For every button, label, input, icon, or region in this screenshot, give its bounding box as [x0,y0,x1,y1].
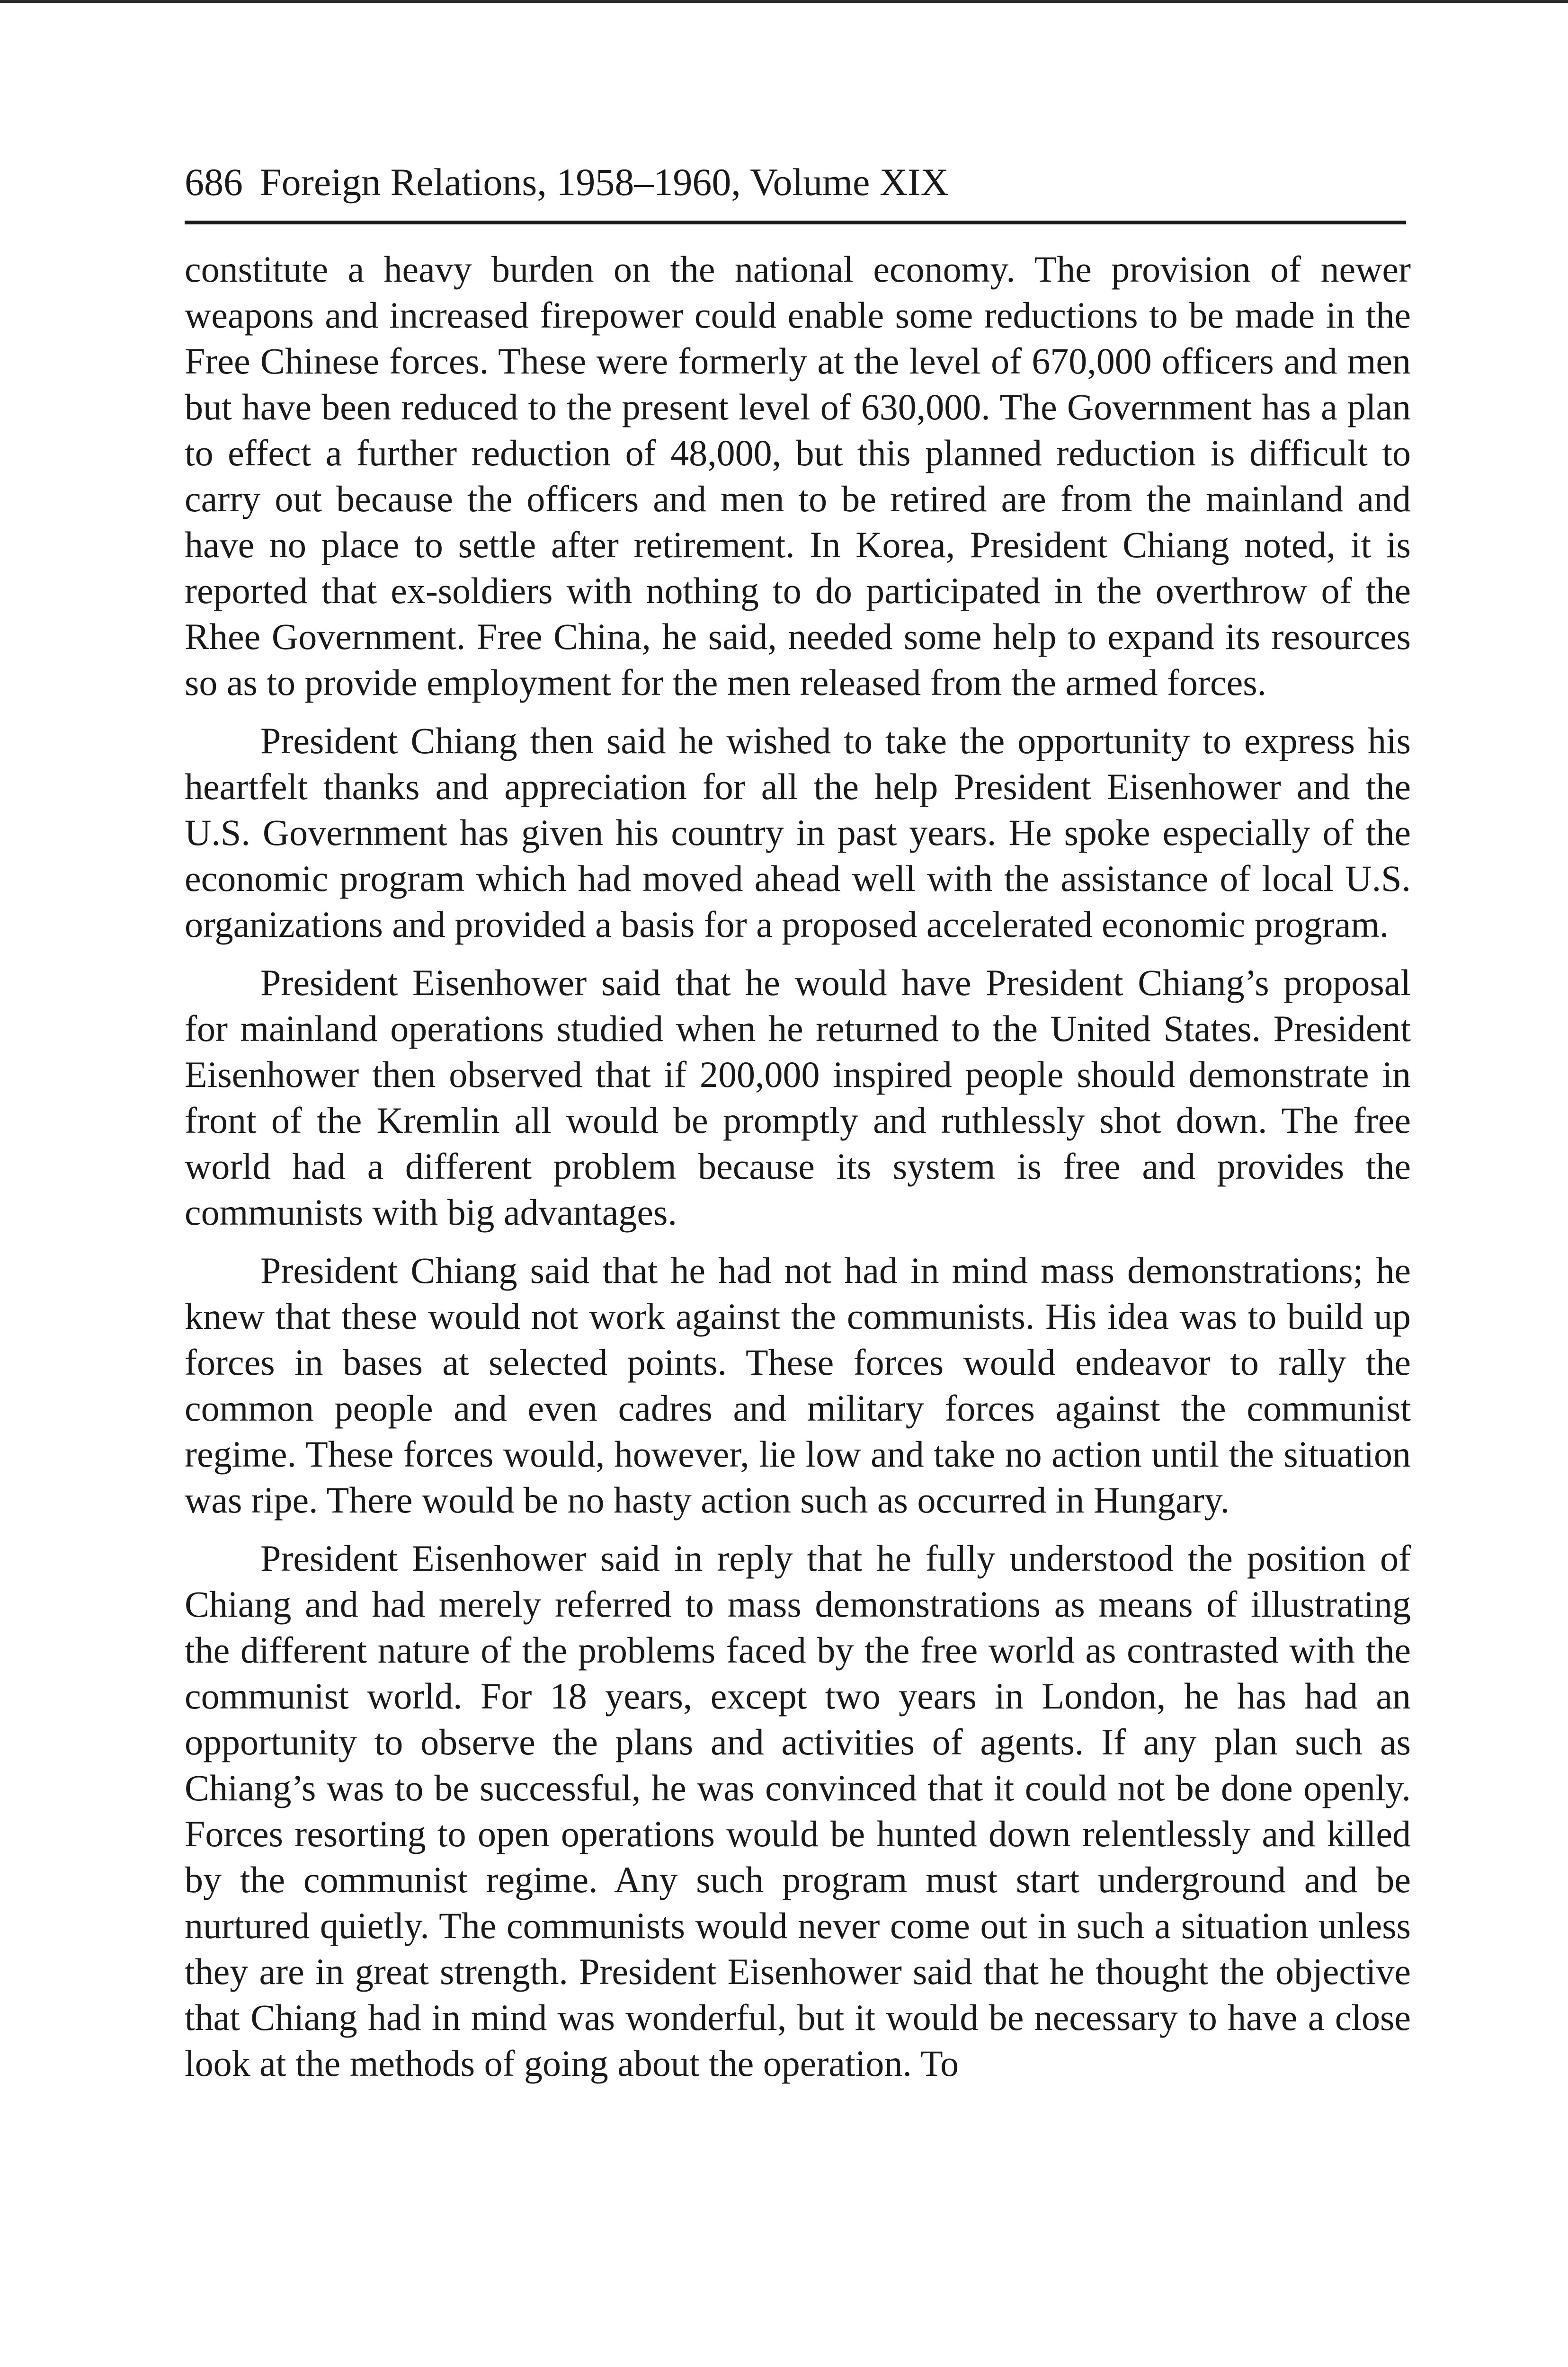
paragraph-4: President Chiang said that he had not had in mind mass demonstrations; he knew that these would not work against the communists. His idea was to build up forces in bases at selected points. These forces would endeavor to rally the common people and even cadres and military forces against the communist regime. These forces would, however, lie low and take no action until the situation was ripe. There would be no hasty action such as occurred in Hungary. [185,1250,1411,1521]
paragraph-3: President Eisenhower said that he would have President Chiang’s proposal for mainland operations studied when he returned to the United States. President Eisenhower then observed that if 200,000 inspired people should demonstrate in front of the Kremlin all would be promptly and ruthlessly shot down. The free world had a different problem because its system is free and provides the communists with big advantages. [185,962,1411,1233]
header-rule [185,221,1406,224]
paragraph-2: President Chiang then said he wished to take the opportunity to express his heartfelt thanks and appreciation for all the help President Eisenhower and the U.S. Government has given his country in past years. He spoke especially of the economic program which had moved ahead well with the assistance of local U.S. organizations and provided a basis for a proposed accelerated economic program. [185,720,1411,945]
scan-top-border [0,0,1568,3]
page-number: 686 [185,160,243,204]
running-title: Foreign Relations, 1958–1960, Volume XIX [260,160,949,204]
body-text [185,246,1411,2099]
paragraph-5: President Eisenhower said in reply that he fully understood the position of Chiang and had merely referred to mass demonstrations as means of illustrating the different nature of the problems faced by the free world as contrasted with the communist world. For 18 years, except two years in London, he has had an opportunity to observe the plans and activities of agents. If any plan such as Chiang’s was to be successful, he was convinced that it could not be done openly. Forces resorting to open operations would be hunted down relentlessly and killed by the communist regime. Any such program must start underground and be nurtured quietly. The communists would never come out in such a situation unless they are in great strength. President Eisenhower said that he thought the objective that Chiang had in mind was wonderful, but it would be necessary to have a close look at the methods of going about the operation. To [185,1538,1411,2084]
paragraph-1: constitute a heavy burden on the national economy. The provision of newer weapons and increased firepower could enable some reductions to be made in the Free Chinese forces. These were formerly at the level of 670,000 officers and men but have been reduced to the present level of 630,000. The Government has a plan to effect a further reduction of 48,000, but this planned reduction is difficult to carry out because the officers and men to be retired are from the mainland and have no place to settle after retirement. In Korea, President Chiang noted, it is reported that ex-soldiers with nothing to do participated in the overthrow of the Rhee Government. Free China, he said, needed some help to expand its resources so as to provide employment for the men released from the armed forces. [185,249,1411,703]
running-head [185,156,1406,208]
